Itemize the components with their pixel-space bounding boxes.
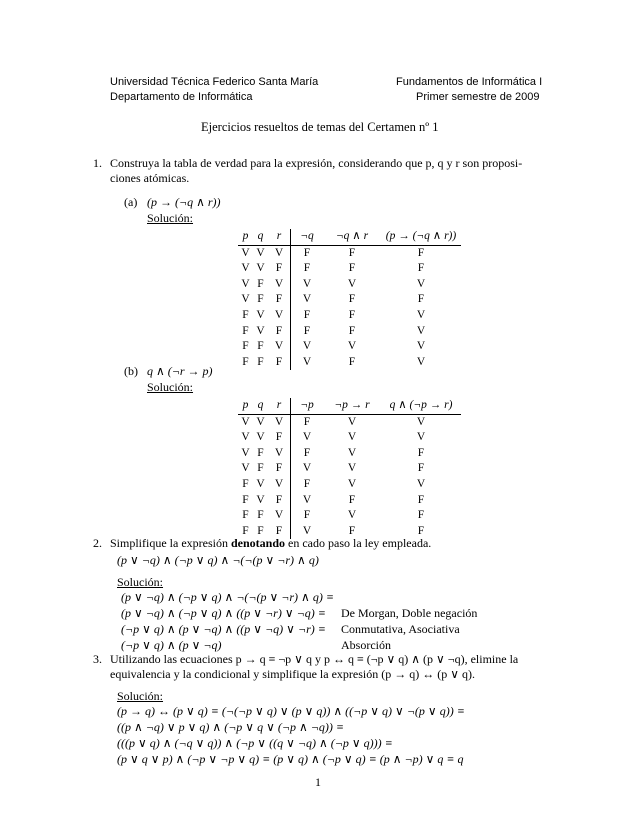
exercise-3-statement-line-1: Utilizando las ecuaciones p → q ≡ ¬p ∨ q y p ↔ q ≡ (¬p ∨ q) ∧ (p ∨ ¬q), elimine la — [110, 652, 519, 666]
table-cell: V — [416, 431, 426, 444]
table-row — [238, 261, 461, 277]
law-label: De Morgan, Doble negación — [341, 606, 478, 620]
truth-table-a — [238, 229, 461, 370]
column-header: q ∧ (¬p → r) — [381, 398, 461, 414]
table-cell: F — [348, 524, 356, 537]
law-label: Absorción — [341, 638, 391, 652]
table-cell: V — [256, 246, 265, 259]
table-cell: F — [257, 524, 264, 537]
column-header: r — [268, 229, 291, 245]
table-cell: V — [241, 462, 250, 475]
table-cell: V — [256, 324, 265, 337]
table-cell: F — [348, 246, 356, 259]
table-cell: V — [241, 277, 250, 290]
column-header: q — [253, 229, 268, 245]
table-cell: V — [347, 446, 357, 459]
exercise-2-expression: (p ∨ ¬q) ∧ (¬p ∨ q) ∧ ¬(¬(p ∨ ¬r) ∧ q) — [117, 553, 319, 567]
table-cell: V — [274, 308, 284, 321]
table-cell: V — [274, 477, 284, 490]
exercise-2-solution-label: Solución: — [117, 575, 164, 589]
column-header: ¬p → r — [323, 398, 381, 414]
table-cell: F — [242, 355, 249, 368]
table-cell: V — [274, 277, 284, 290]
table-cell: V — [416, 415, 426, 428]
exercise-2-number: 2. — [93, 536, 102, 550]
semester: Primer semestre de 2009 — [416, 91, 540, 103]
exercise-3-statement-line-2: equivalencia y la condicional y simplifique la expresión (p → q) ↔ (p ∨ q). — [110, 667, 476, 681]
table-cell: F — [257, 462, 264, 475]
table-cell: F — [417, 293, 425, 306]
table-row — [238, 339, 461, 355]
column-header: ¬p — [291, 398, 324, 414]
exercise-2-statement: Simplifique la expresión denotando en cado paso la ley empleada. — [110, 536, 432, 550]
table-cell: V — [274, 446, 284, 459]
table-cell: F — [417, 262, 425, 275]
table-cell: V — [241, 293, 250, 306]
table-cell: F — [348, 324, 356, 337]
table-cell: F — [242, 509, 249, 522]
table-cell: F — [291, 308, 324, 324]
table-cell: F — [291, 414, 324, 430]
table-cell: V — [291, 292, 324, 308]
table-cell: V — [291, 355, 324, 371]
table-cell: V — [256, 431, 265, 444]
table-cell: F — [348, 493, 356, 506]
table-cell: F — [275, 262, 283, 275]
law-label: Conmutativa, Asociativa — [341, 622, 460, 636]
table-cell: F — [417, 462, 425, 475]
exercise-1-number: 1. — [93, 156, 102, 170]
bold-word: denotando — [230, 536, 286, 550]
table-cell: V — [274, 415, 284, 428]
table-cell: V — [347, 462, 357, 475]
table-cell: V — [347, 415, 357, 428]
table-cell: V — [274, 246, 284, 259]
table-cell: F — [348, 262, 356, 275]
table-row — [238, 477, 461, 493]
document-title: Ejercicios resueltos de temas del Certamen nº 1 — [201, 120, 439, 134]
table-cell: F — [257, 340, 264, 353]
part-a-label: (a) — [124, 195, 138, 209]
table-cell: F — [348, 355, 356, 368]
table-cell: F — [417, 246, 425, 259]
table-cell: F — [291, 324, 324, 340]
table-cell: F — [417, 524, 425, 537]
derivation-step: (p → q) ↔ (p ∨ q) ≡ (¬(¬p ∨ q) ∨ (p ∨ q)) ∧ ((¬p ∨ q) ∨ ¬(p ∨ q)) ≡ — [117, 704, 465, 718]
table-cell: V — [347, 277, 357, 290]
part-b-solution-label: Solución: — [147, 380, 194, 394]
table-cell: V — [274, 340, 284, 353]
table-cell: V — [241, 262, 250, 275]
table-row — [238, 355, 461, 371]
truth-table-b — [238, 398, 461, 539]
table-cell: F — [291, 245, 324, 261]
column-header: p — [238, 229, 253, 245]
table-cell: V — [347, 431, 357, 444]
table-cell: V — [256, 493, 265, 506]
part-b-label: (b) — [124, 364, 138, 378]
table-cell: F — [348, 293, 356, 306]
table-cell: V — [256, 477, 265, 490]
table-row — [238, 245, 461, 261]
table-cell: F — [257, 277, 264, 290]
table-row — [238, 461, 461, 477]
table-row — [238, 292, 461, 308]
table-cell: V — [416, 355, 426, 368]
table-cell: F — [257, 509, 264, 522]
table-cell: V — [416, 340, 426, 353]
table-cell: V — [347, 477, 357, 490]
column-header: ¬q ∧ r — [323, 229, 381, 245]
table-cell: V — [416, 324, 426, 337]
table-cell: F — [257, 446, 264, 459]
table-cell: F — [242, 308, 249, 321]
table-row — [238, 277, 461, 293]
department-name: Departamento de Informática — [110, 91, 253, 103]
table-cell: F — [242, 340, 249, 353]
exercise-1-statement-line-1: Construya la tabla de verdad para la expresión, considerando que p, q y r son proposi- — [110, 156, 523, 170]
table-cell: F — [242, 324, 249, 337]
table-cell: V — [416, 477, 426, 490]
column-header: (p → (¬q ∧ r)) — [381, 229, 461, 245]
part-a-expression: (p → (¬q ∧ r)) — [147, 195, 221, 209]
table-cell: V — [256, 308, 265, 321]
table-row — [238, 446, 461, 462]
page-number: 1 — [315, 775, 321, 789]
exercise-3-number: 3. — [93, 652, 102, 666]
derivation-step: (p ∨ q ∨ p) ∧ (¬p ∨ ¬p ∨ q) ≡ (p ∨ q) ∧ (¬p ∨ q) ≡ (p ∧ ¬p) ∨ q ≡ q — [117, 752, 464, 766]
table-cell: V — [291, 430, 324, 446]
derivation-step: ((p ∧ ¬q) ∨ p ∨ q) ∧ (¬p ∨ q ∨ (¬p ∧ ¬q)) ≡ — [117, 720, 344, 734]
column-header: ¬q — [291, 229, 324, 245]
table-cell: V — [241, 246, 250, 259]
table-cell: F — [291, 508, 324, 524]
table-cell: F — [275, 524, 283, 537]
exercise-2-steps — [117, 590, 517, 660]
simplification-step: (p ∨ ¬q) ∧ (¬p ∨ q) ∧ ¬(¬(p ∨ ¬r) ∧ q) ≡ — [121, 590, 334, 604]
university-name: Universidad Técnica Federico Santa María — [110, 76, 319, 88]
table-cell: V — [241, 446, 250, 459]
table-cell: F — [291, 446, 324, 462]
table-cell: F — [291, 477, 324, 493]
table-cell: F — [417, 446, 425, 459]
column-header: p — [238, 398, 253, 414]
exercise-3-solution-label: Solución: — [117, 689, 164, 703]
table-row — [238, 324, 461, 340]
table-cell: V — [347, 340, 357, 353]
table-row — [238, 430, 461, 446]
simplification-step: (¬p ∨ q) ∧ (p ∨ ¬q) ∧ ((p ∨ ¬q) ∨ ¬r) ≡ — [121, 622, 326, 636]
exercise-3-steps — [117, 704, 537, 768]
table-cell: V — [256, 415, 265, 428]
table-cell: V — [347, 509, 357, 522]
table-cell: V — [416, 277, 426, 290]
table-cell: V — [241, 431, 250, 444]
table-cell: F — [257, 355, 264, 368]
exercise-1-statement-line-2: ciones atómicas. — [110, 171, 190, 185]
column-header: q — [253, 398, 268, 414]
simplification-step: (¬p ∨ q) ∧ (p ∨ ¬q) — [121, 638, 222, 652]
table-row — [238, 493, 461, 509]
table-row — [238, 508, 461, 524]
table-cell: F — [417, 493, 425, 506]
part-b-expression: q ∧ (¬r → p) — [147, 364, 213, 378]
table-cell: F — [417, 509, 425, 522]
table-row — [238, 414, 461, 430]
table-cell: F — [291, 261, 324, 277]
table-cell: F — [275, 355, 283, 368]
table-cell: F — [242, 477, 249, 490]
table-cell: V — [291, 461, 324, 477]
table-cell: F — [275, 324, 283, 337]
table-cell: F — [348, 308, 356, 321]
table-row — [238, 308, 461, 324]
table-cell: V — [291, 524, 324, 540]
table-cell: V — [241, 415, 250, 428]
derivation-step: (((p ∨ q) ∧ (¬q ∨ q)) ∧ (¬p ∨ ((q ∨ ¬q) ∧ (¬p ∨ q))) ≡ — [117, 736, 393, 750]
part-a-solution-label: Solución: — [147, 211, 194, 225]
table-cell: F — [275, 293, 283, 306]
column-header: r — [268, 398, 291, 414]
table-cell: F — [242, 493, 249, 506]
table-cell: F — [275, 462, 283, 475]
table-cell: F — [275, 431, 283, 444]
table-cell: V — [291, 339, 324, 355]
table-cell: V — [274, 509, 284, 522]
course-name: Fundamentos de Informática I — [396, 76, 543, 88]
table-cell: V — [416, 308, 426, 321]
table-cell: F — [242, 524, 249, 537]
table-cell: F — [257, 293, 264, 306]
simplification-step: (p ∨ ¬q) ∧ (¬p ∨ q) ∧ ((p ∨ ¬r) ∨ ¬q) ≡ — [121, 606, 326, 620]
table-cell: V — [291, 277, 324, 293]
table-cell: V — [256, 262, 265, 275]
table-cell: F — [275, 493, 283, 506]
table-cell: V — [291, 493, 324, 509]
